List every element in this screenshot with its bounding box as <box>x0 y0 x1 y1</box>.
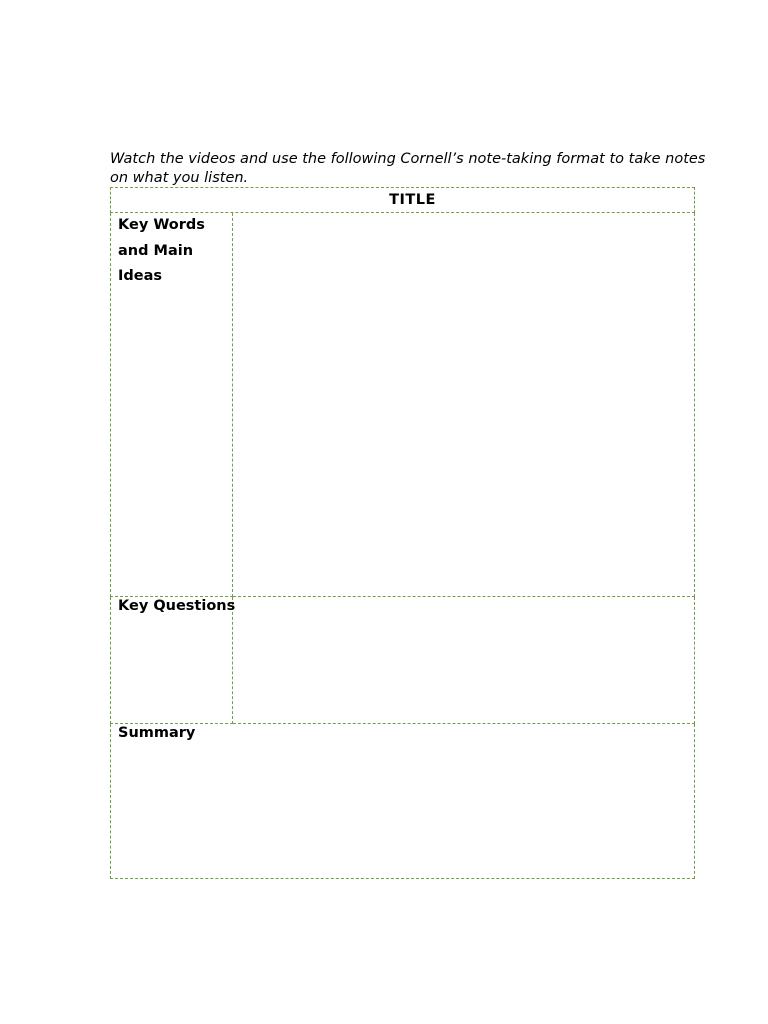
title-cell[interactable] <box>110 187 695 213</box>
title-label: TITLE <box>389 192 436 208</box>
key-questions-label: Key Questions <box>118 598 236 614</box>
key-questions-cell[interactable] <box>110 597 236 724</box>
key-words-cell[interactable] <box>110 213 233 597</box>
questions-notes-cell[interactable] <box>233 597 695 724</box>
cornell-notes-table <box>110 187 695 879</box>
summary-cell[interactable] <box>110 724 695 879</box>
instructions-text: Watch the videos and use the following Cornell’s note-taking format to take notes on what you listen. <box>110 151 706 186</box>
key-words-label: Key Words and Main Ideas <box>118 217 205 284</box>
notes-cell[interactable] <box>233 213 695 597</box>
summary-label: Summary <box>118 725 196 741</box>
